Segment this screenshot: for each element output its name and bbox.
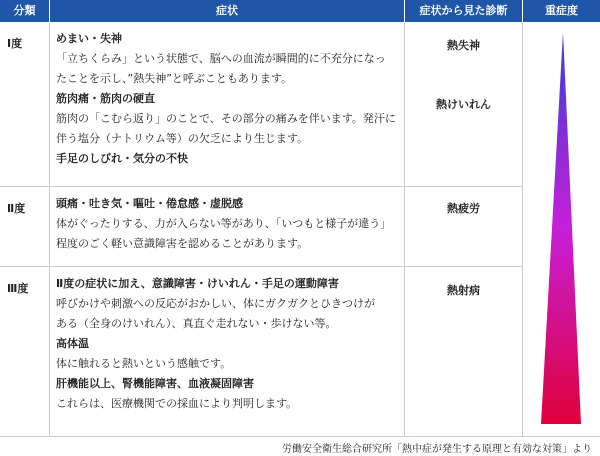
column-divider [522,22,523,437]
class-label-2: Ⅱ度 [7,202,26,215]
header-severity: 重症度 [523,0,600,22]
symptom-heading: 肝機能以上、腎機能障害、血液凝固障害 [56,377,254,390]
symptom-text: 筋肉の「こむら返り」のことで、その部分の痛みを伴います。発汗に [56,112,396,125]
symptom-heading: 頭痛・吐き気・嘔吐・倦怠感・虚脱感 [56,197,243,210]
symptoms-cell-3 [56,274,406,414]
table-bottom-line [0,436,600,437]
severity-gradient-shape [541,32,581,424]
symptom-text: 「立ちくらみ」という状態で、脳への血流が瞬間的に不充分になっ [56,52,386,65]
header-class: 分類 [0,0,49,22]
symptoms-cell-2 [56,194,406,254]
diagnosis-1b: 熱けいれん [436,98,491,111]
diagnosis-3: 熱射病 [447,284,480,297]
symptom-text: 体に触れると熱いという感触です。 [56,357,232,370]
column-divider [49,22,50,437]
class-label-1: Ⅰ度 [7,37,23,50]
symptom-text: 伴う塩分（ナトリウム等）の欠乏により生じます。 [56,132,309,145]
row-divider [0,186,523,187]
symptom-heading: 筋肉痛・筋肉の硬直 [56,92,155,105]
severity-triangle [524,22,600,436]
symptom-text: 呼びかけや刺激への反応がおかしい、体にガクガクとひきつけが [56,297,375,310]
diagnosis-2: 熱疲労 [447,202,480,215]
symptom-heading: Ⅱ度の症状に加え、意識障害・けいれん・手足の運動障害 [56,277,339,290]
symptom-text: これらは、医療機関での採血により判明します。 [56,397,298,410]
symptom-text: ある（全身のけいれん）、真直ぐ走れない・歩けない等。 [56,317,337,330]
source-citation: 労働安全衛生総合研究所「熱中症が発生する原理と有効な対策」より [282,444,592,455]
symptom-text: 体がぐったりする、力が入らない等があり、「いつもと様子が違う」 [56,217,392,230]
symptom-heading: 高体温 [56,337,89,350]
symptoms-cell-1 [56,29,406,169]
symptom-heading: 手足のしびれ・気分の不快 [56,152,188,165]
class-label-3: Ⅲ度 [7,282,29,295]
diagnosis-1a: 熱失神 [447,39,480,52]
header-diagnosis: 症状から見た診断 [405,0,522,22]
symptom-heading: めまい・失神 [56,32,122,45]
symptom-text: たことを示し、”熱失神”と呼ぶこともあります。 [56,72,293,85]
symptom-text: 程度のごく軽い意識障害を認めることがあります。 [56,237,309,250]
row-divider [0,266,523,267]
header-symptoms: 症状 [50,0,404,22]
